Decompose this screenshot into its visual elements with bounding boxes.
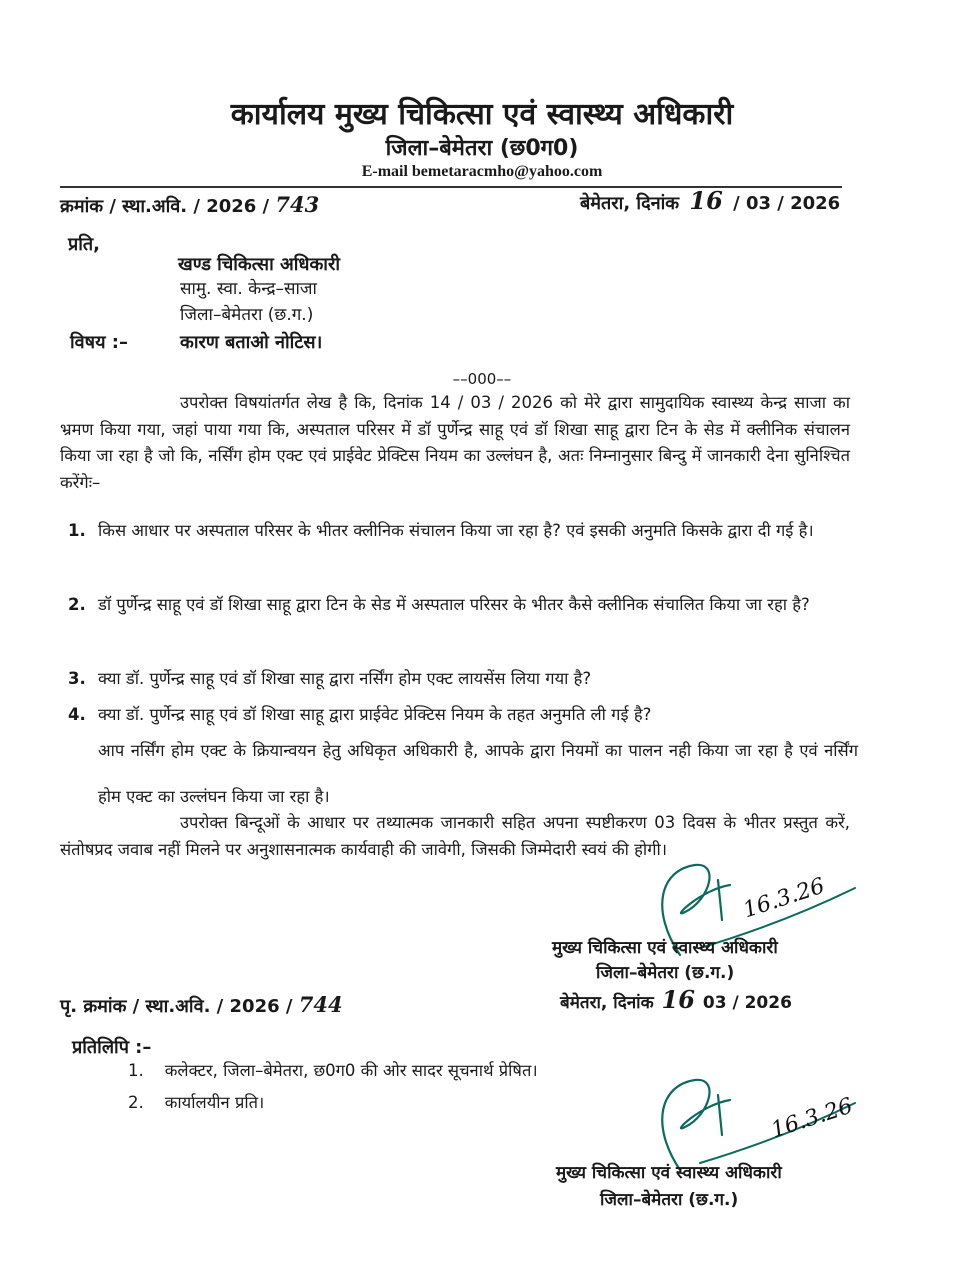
body-paragraph-2: उपरोक्त बिन्दूओं के आधार पर तथ्यात्मक जानकारी सहित अपना स्पष्टीकरण 03 दिवस के भीतर प्रस्तुत करें, संतोषप्रद जवाब नहीं मिलने पर अनुशासनात्मक कार्यवाही की जावेगी, जिसकी जिम्मेदारी स्वयं की होगी। [60,813,850,859]
copy-to-item-number: 2. [128,1093,144,1112]
copy-to-item-text: कलेक्टर, जिला–बेमेतरा, छ0ग0 की ओर सादर सूचनार्थ प्रेषित। [164,1061,538,1080]
reference-date-prefix: बेमेतरा, दिनांक [580,193,680,214]
list-item-continuation-text: आप नर्सिंग होम एक्ट के क्रियान्वयन हेतु अधिकृत अधिकारी है, आपके द्वारा नियमों का पालन नही किया जा रहा है एवं नर्सिंग होम एक्ट का उल्लंघन किया जा रहा है। [98,741,858,806]
office-district: जिला–बेमेतरा (छ0ग0) [385,136,579,161]
copy-to-item [128,1090,264,1113]
body-paragraph-1: उपरोक्त विषयांतर्गत लेख है कि, दिनांक 14 / 03 / 2026 को मेरे द्वारा सामुदायिक स्वास्थ्य केन्द्र साजा का भ्रमण किया गया, जहां पाया गया कि, अस्पताल परिसर में डॉ पुर्णेन्द्र साहू एवं डॉ शिखा साहू द्वारा टिन के सेड में क्लीनिक संचालन किया जा रहा है जो कि, नर्सिंग होम एक्ट एवं प्राईवेट प्रेक्टिस नियम का उल्लंघन है, अतः निम्नानुसार बिन्दु में जानकारी देना सुनिश्चित करेंगेः– [60,393,850,492]
reference-number-2 [60,992,343,1018]
list-item-number: 4. [68,705,86,724]
reference-2-handwritten-number: 744 [298,992,343,1017]
list-item-text: क्या डॉ. पुर्णेन्द्र साहू एवं डॉ शिखा साहू द्वारा प्राईवेट प्रेक्टिस नियम के तहत अनुमति ली गई है? [98,705,652,724]
signature-2-designation: मुख्य चिकित्सा एवं स्वास्थ्य अधिकारी [556,1163,782,1183]
signature-2-date: 16.3.26 [768,1093,856,1144]
reference-number [60,192,319,218]
copy-to-item-number: 1. [128,1061,144,1080]
list-item-number: 1. [68,521,86,540]
signature-1-date: 16.3.26 [740,873,828,924]
reference-prefix: क्रमांक / स्था.अवि. / 2026 / [60,196,270,217]
list-item-text: डॉ पुर्णेन्द्र साहू एवं डॉ शिखा साहू द्वारा टिन के सेड में अस्पताल परिसर के भीतर कैसे क्लीनिक संचालित किया जा रहा है? [98,595,810,614]
list-item-number: 2. [68,595,86,614]
recipient-designation: खण्ड चिकित्सा अधिकारी [178,254,340,275]
place-date-day: 16 [661,985,695,1014]
reference-date-month-year: / 03 / 2026 [733,193,841,214]
place-date-prefix: बेमेतरा, दिनांक [560,993,654,1013]
recipient-office: सामु. स्वा. केन्द्र–साजा [180,279,317,299]
copy-to-label: प्रतिलिपि :– [72,1037,152,1058]
list-item-text: किस आधार पर अस्पताल परिसर के भीतर क्लीनिक संचालन किया जा रहा है? एवं इसकी अनुमति किसके द्वारा दी गई है। [98,521,814,540]
signature-2-district: जिला–बेमेतरा (छ.ग.) [600,1190,739,1210]
reference-handwritten-number: 743 [275,192,320,217]
signature-1-place-date [560,985,792,1014]
reference-date [580,186,840,215]
office-title: कार्यालय मुख्य चिकित्सा एवं स्वास्थ्य अधिकारी [230,97,734,132]
reference-date-day: 16 [689,186,723,215]
section-divider: ––000–– [452,370,512,388]
signature-1-designation: मुख्य चिकित्सा एवं स्वास्थ्य अधिकारी [552,938,778,958]
list-item-text: क्या डॉ. पुर्णेन्द्र साहू एवं डॉ शिखा साहू द्वारा नर्सिंग होम एक्ट लायसेंस लिया गया है? [98,669,592,688]
reference-2-prefix: पृ. क्रमांक / स्था.अवि. / 2026 / [60,996,293,1017]
copy-to-item-text: कार्यालयीन प्रति। [164,1093,265,1112]
place-date-month-year: 03 / 2026 [702,993,792,1013]
recipient-district: जिला–बेमेतरा (छ.ग.) [180,305,314,325]
list-item-number: 3. [68,669,86,688]
subject-text: कारण बताओ नोटिस। [180,332,323,353]
copy-to-item [128,1058,538,1081]
office-email: E-mail bemetaracmho@yahoo.com [361,163,603,180]
to-label: प्रति, [68,234,101,255]
subject-label: विषय :– [70,332,128,353]
signature-1-district: जिला–बेमेतरा (छ.ग.) [596,963,735,983]
